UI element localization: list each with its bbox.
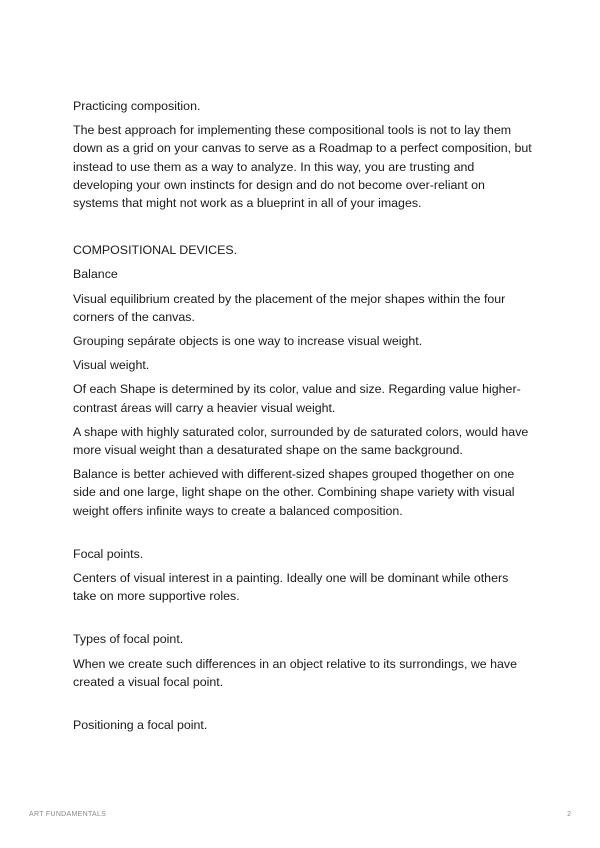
visual-weight-paragraph-1: Of each Shape is determined by its color, value and size. Regarding value higher-contrast áreas will carry a heavier visual weight. [73,382,521,415]
balance-paragraph-1: Visual equilibrium created by the placement of the mejor shapes within the four corners of the canvas. [73,291,506,324]
visual-weight-paragraph-3: Balance is better achieved with different-sized shapes grouped thogether on one side and one large, light shape on the other. Combining shape variety with visual weight offers infinite ways to create a balanced composition. [73,467,515,518]
positioning-heading: Positioning a focal point. [73,718,208,733]
page-number: 2 [567,811,571,818]
practicing-heading: Practicing composition. [73,99,201,113]
balance-heading: Balance [73,267,118,282]
types-focal-paragraph: When we create such differences in an object relative to its surrondings, we have created a visual focal point. [73,656,518,689]
types-focal-heading: Types of focal point. [73,632,184,647]
balance-paragraph-2: Grouping sepárate objects is one way to increase visual weight. [73,334,423,349]
visual-weight-heading: Visual weight. [73,358,150,373]
devices-heading: COMPOSITIONAL DEVICES. [73,243,238,258]
focal-points-paragraph: Centers of visual interest in a painting. Ideally one will be dominant while others take on more supportive roles. [73,571,509,604]
footer-title: ART FUNDAMENTALS [29,811,107,818]
document-body [73,97,533,740]
visual-weight-paragraph-2: A shape with highly saturated color, surrounded by de saturated colors, would have more visual weight than a desaturated shape on the same background. [73,424,529,458]
focal-points-heading: Focal points. [73,546,144,561]
practicing-paragraph: The best approach for implementing these compositional tools is not to lay them down as a grid on your canvas to serve as a Roadmap to a perfect composition, but instead to use them as a way to analyze. In this way, you are trusting and developing your own instincts for design and do not become over-reliant on systems that might not work as a blueprint in all of your images. [73,123,532,211]
